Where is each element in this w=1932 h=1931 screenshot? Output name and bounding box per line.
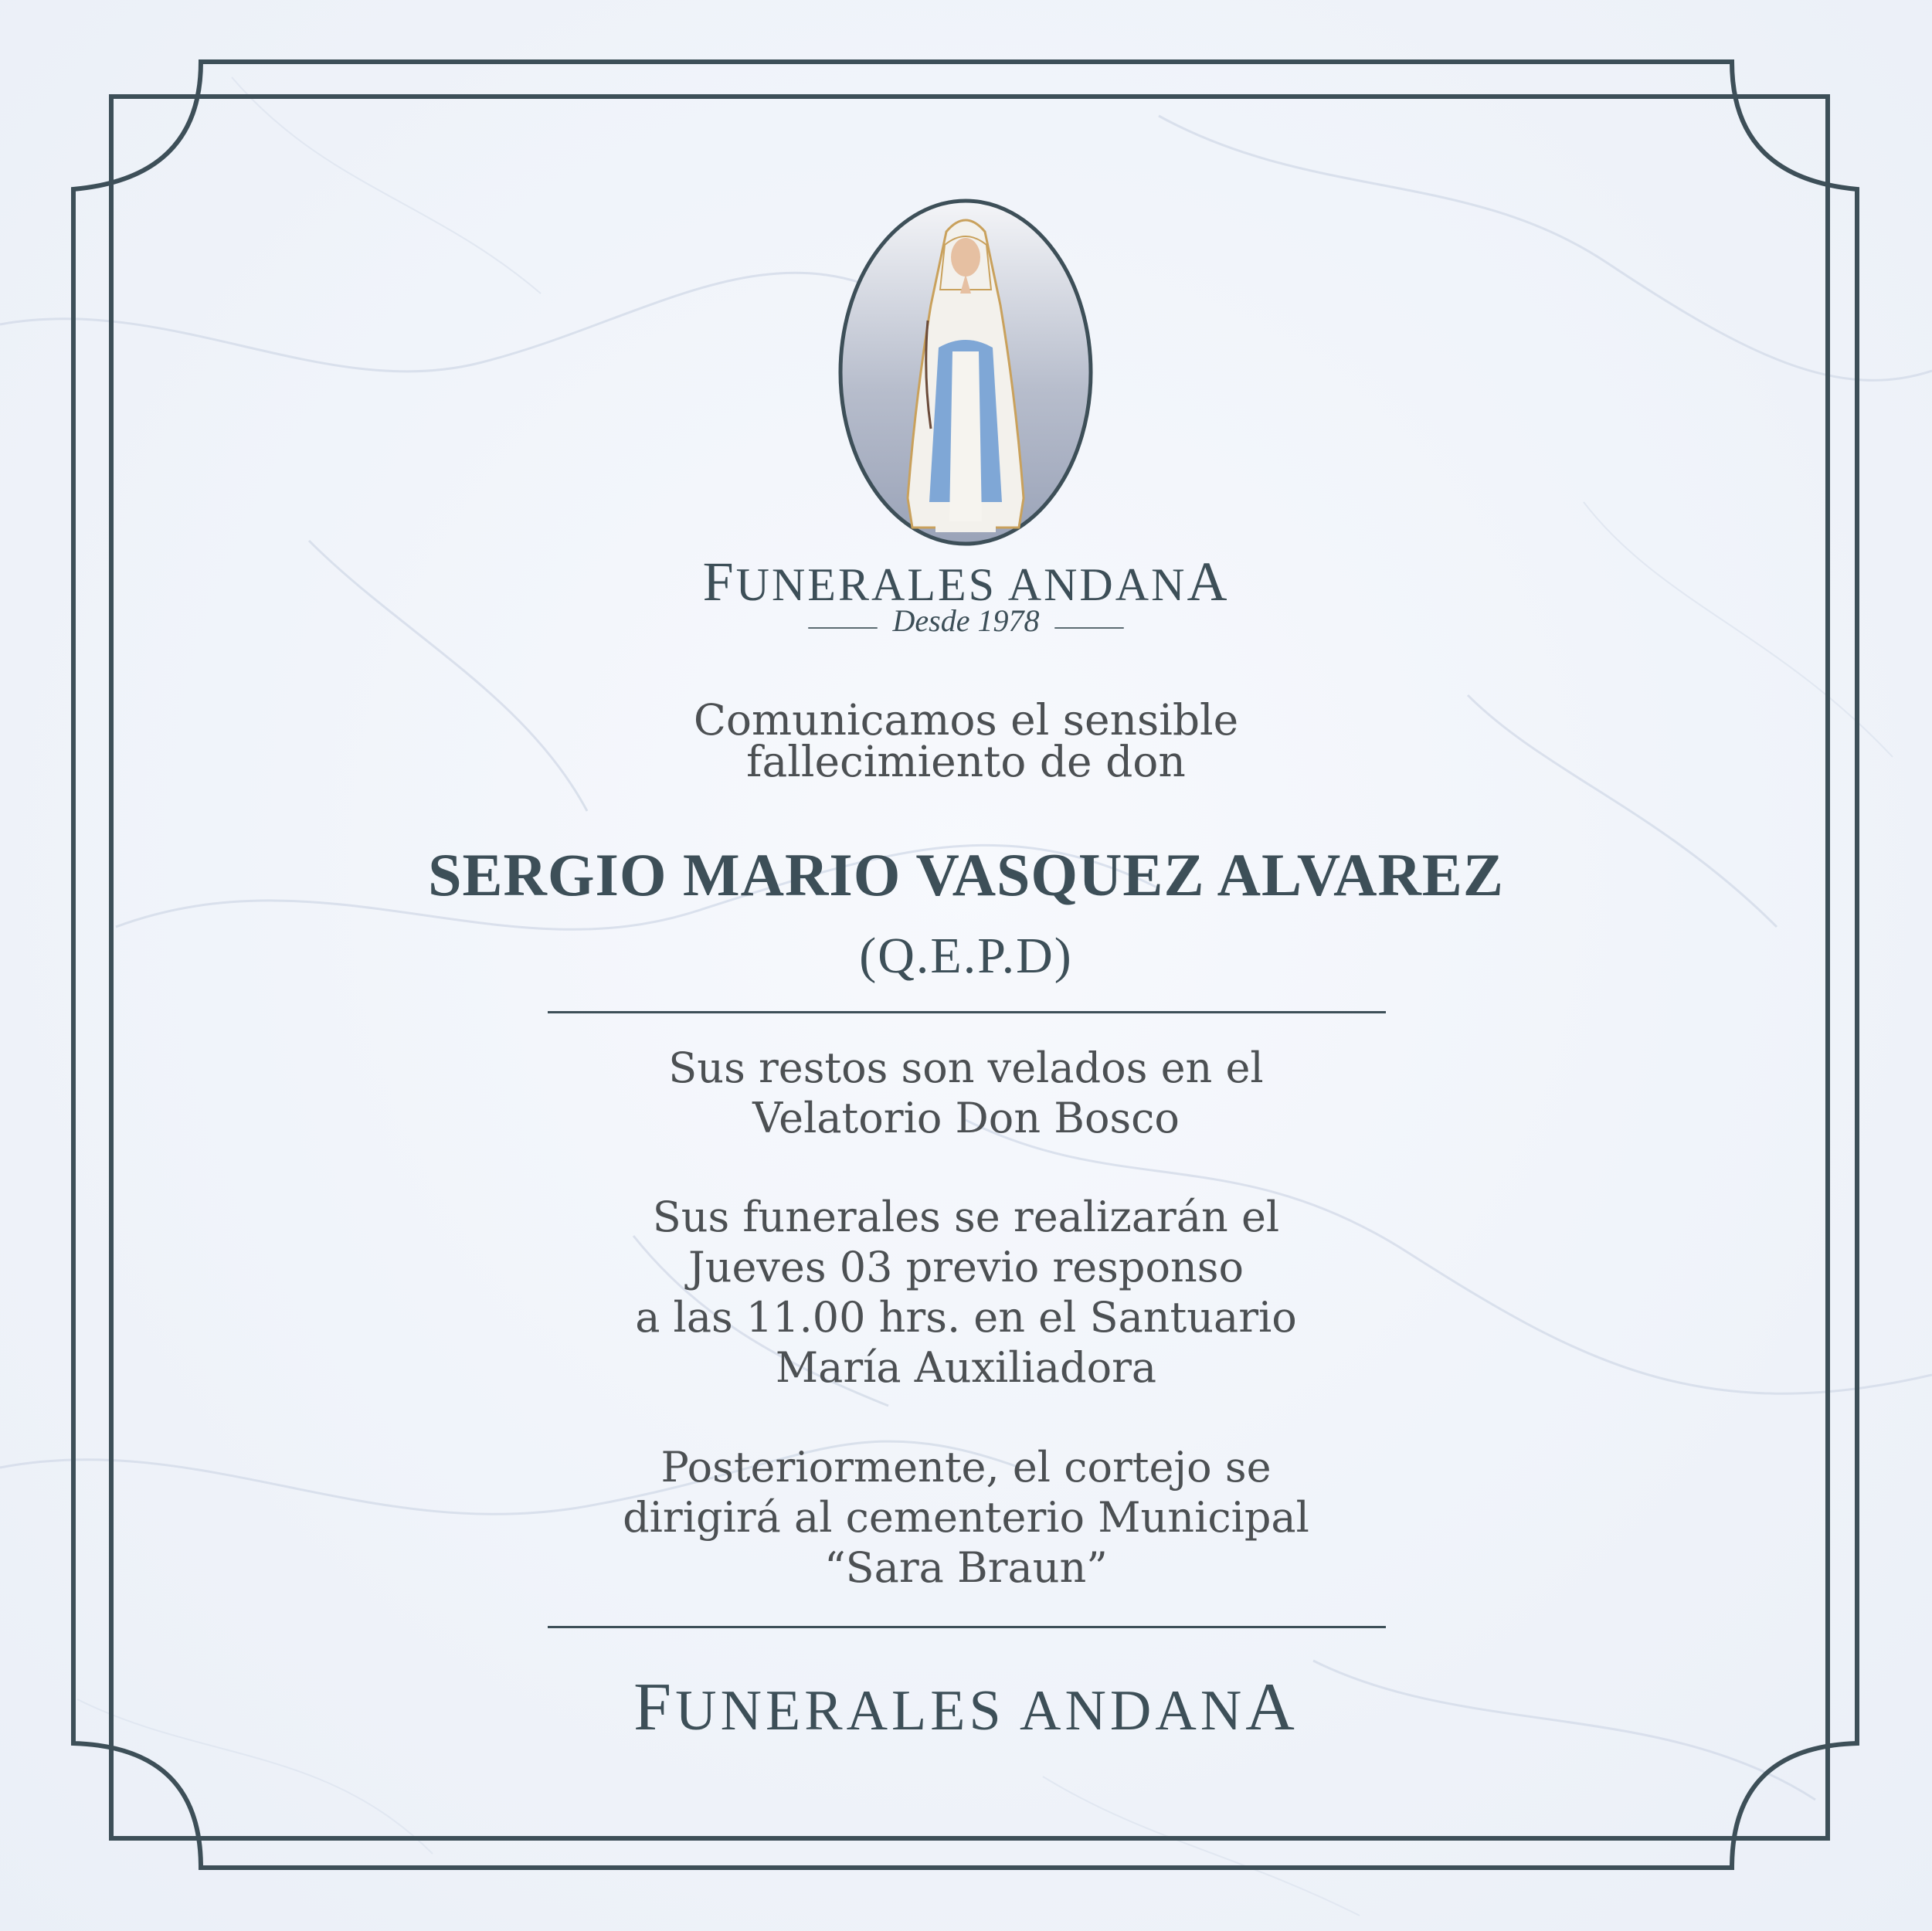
brand-name-text: FUNERALES ANDANA (702, 551, 1230, 613)
wake-paragraph (0, 1043, 1932, 1143)
funeral-line: a las 11.00 hrs. en el Santuario (635, 1293, 1297, 1342)
wake-line: Velatorio Don Bosco (752, 1094, 1180, 1142)
since-tagline: Desde 1978 (892, 603, 1040, 638)
funeral-line: Jueves 03 previo responso (688, 1243, 1244, 1291)
wake-line: Sus restos son velados en el (668, 1044, 1264, 1092)
procession-line: “Sara Braun” (824, 1543, 1108, 1592)
left-swash-ornament (808, 627, 878, 629)
right-swash-ornament (1054, 627, 1124, 629)
footer-brand-text: FUNERALES ANDANA (633, 1670, 1299, 1745)
funeral-line: María Auxiliadora (775, 1343, 1157, 1392)
procession-paragraph (0, 1442, 1932, 1593)
funeral-paragraph (0, 1192, 1932, 1393)
announce-line: fallecimiento de don (746, 737, 1186, 786)
procession-line: dirigirá al cementerio Municipal (623, 1493, 1309, 1542)
rip-abbreviation: (Q.E.P.D) (859, 928, 1073, 984)
deceased-name: SERGIO MARIO VASQUEZ ALVAREZ (428, 841, 1504, 908)
divider-top (548, 1011, 1386, 1013)
procession-line: Posteriormente, el cortejo se (660, 1443, 1272, 1492)
announce-line: Comunicamos el sensible (693, 695, 1239, 745)
brand-title-bottom (0, 1668, 1932, 1746)
funeral-line: Sus funerales se realizarán el (652, 1193, 1280, 1241)
announcement-text (0, 695, 1932, 786)
logo-emblem-area (0, 197, 1932, 548)
virgin-mary-statue-icon (837, 197, 1095, 548)
divider-bottom (548, 1626, 1386, 1628)
since-row (0, 602, 1932, 641)
